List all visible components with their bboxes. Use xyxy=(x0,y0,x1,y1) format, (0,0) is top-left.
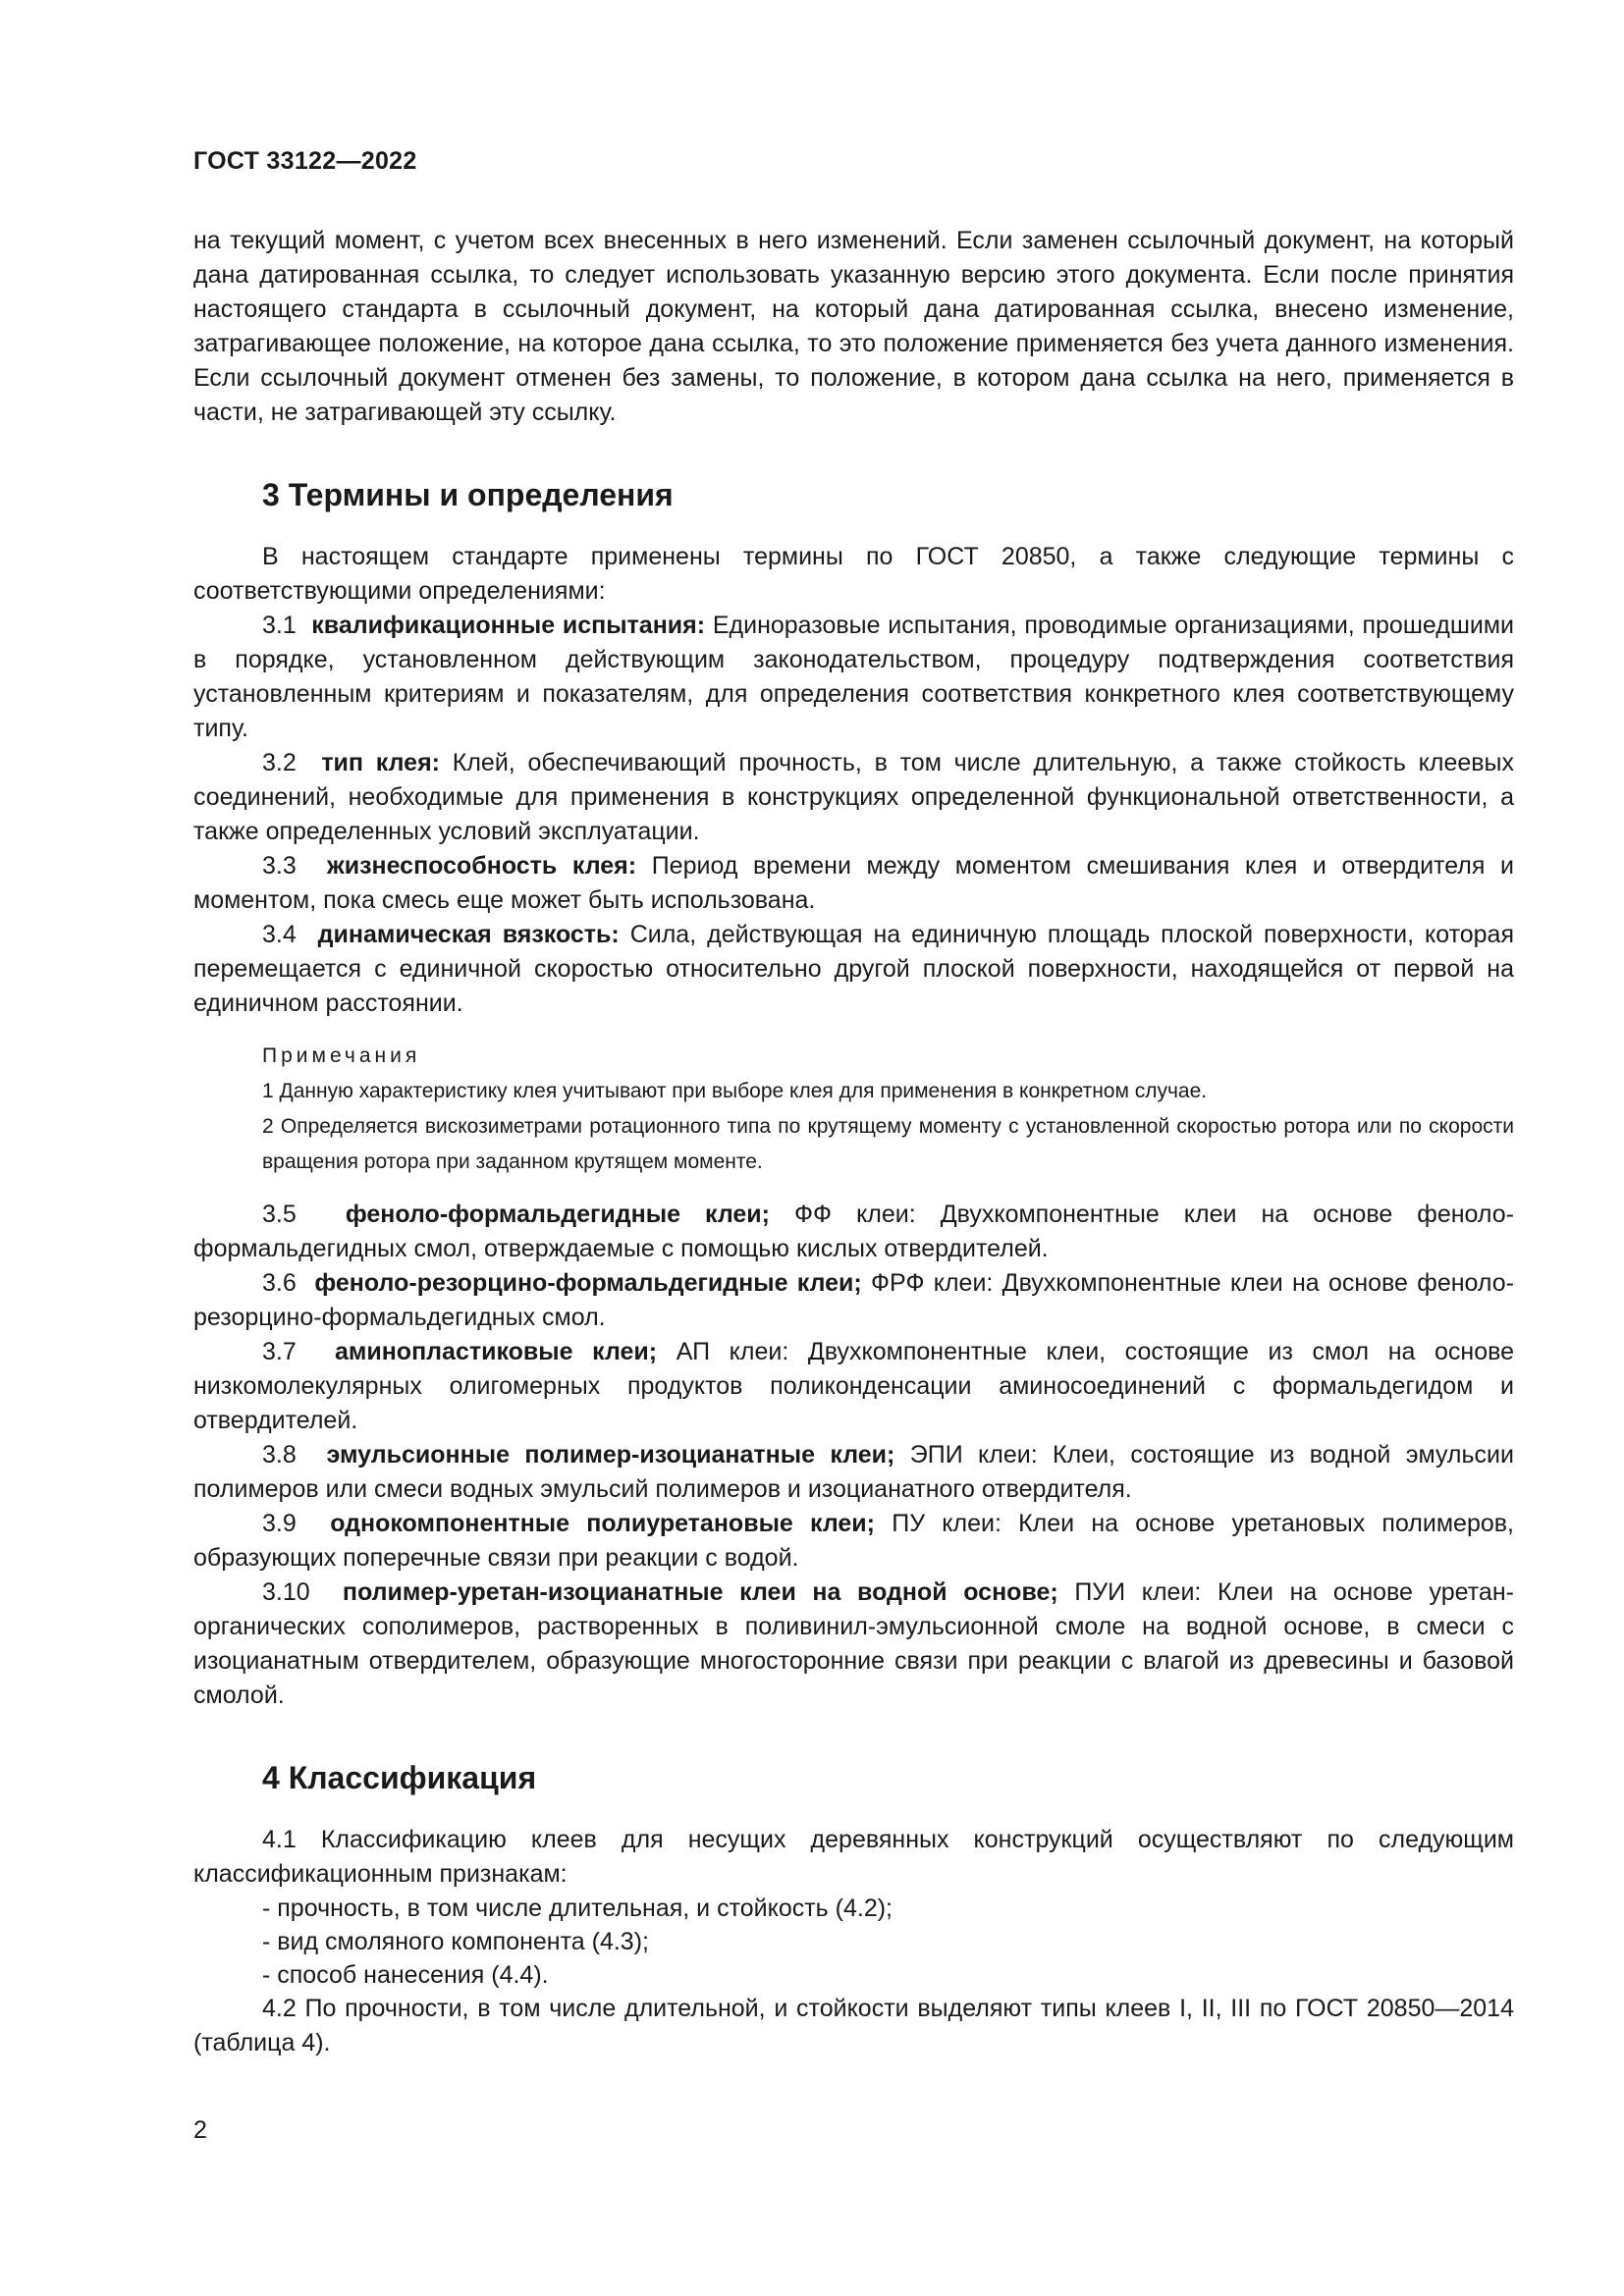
term-number: 3.6 xyxy=(262,1269,297,1297)
term-definition: ФФ клеи: Двухкомпонентные клеи на основе феноло-формальдегидных смол, отверждаемые с помощью кислых отвердителей. xyxy=(193,1201,1514,1262)
document-body xyxy=(193,224,1514,2060)
term-3-8 xyxy=(193,1438,1514,1507)
term-name: тип клея: xyxy=(321,749,440,776)
term-definition: Сила, действующая на единичную площадь плоской поверхности, которая перемещается с единичной скоростью относительно другой плоской поверхности, находящейся от первой на единичном расстоянии. xyxy=(193,921,1514,1017)
notes-block xyxy=(262,1039,1514,1180)
term-number: 3.9 xyxy=(262,1510,297,1537)
term-number: 3.2 xyxy=(262,749,297,776)
term-3-2 xyxy=(193,746,1514,849)
section-3-heading: 3 Термины и определения xyxy=(262,477,674,512)
term-3-5 xyxy=(193,1198,1514,1266)
term-name: квалификационные испытания: xyxy=(311,612,706,639)
document-header: ГОСТ 33122—2022 xyxy=(193,147,417,175)
intro-paragraph: на текущий момент, с учетом всех внесенных в него изменений. Если заменен ссылочный документ, на который дана датированная ссылка, то следует использовать указанную версию этого документа. Если после принятия настоящего стандарта в ссылочный документ, на который дана датированная ссылка, внесено изменение, затрагивающее положение, на которое дана ссылка, то это положение применяется без учета данного изменения. Если ссылочный документ отменен без замены, то положение, в котором дана ссылка на него, применяется в части, не затрагивающей эту ссылку. xyxy=(193,227,1514,426)
term-number: 3.1 xyxy=(262,612,297,639)
section-3-lead: В настоящем стандарте применены термины по ГОСТ 20850, а также следующие термины с соответствующими определениями: xyxy=(193,543,1514,605)
term-name: аминопластиковые клеи; xyxy=(334,1338,658,1365)
term-definition: ФРФ клеи: Двухкомпонентные клеи на основе феноло-резорцино-формальдегидных смол. xyxy=(193,1269,1514,1331)
term-definition: Клей, обеспечивающий прочность, в том числе длительную, а также стойкость клеевых соединений, необходимые для применения в конструкциях определенной функциональной ответственности, а также определенных условий эксплуатации. xyxy=(193,749,1515,845)
term-3-7 xyxy=(193,1335,1514,1438)
list-item: - прочность, в том числе длительная, и стойкость (4.2); xyxy=(262,1895,893,1922)
term-number: 3.4 xyxy=(262,921,297,948)
section-4-heading: 4 Классификация xyxy=(262,1760,537,1795)
page-number: 2 xyxy=(193,2116,207,2144)
term-3-1 xyxy=(193,609,1514,746)
term-definition: Период времени между моментом смешивания клея и отвердителя и моментом, пока смесь еще может быть использована. xyxy=(193,852,1514,914)
term-name: эмульсионные полимер-изоцианатные клеи; xyxy=(326,1441,895,1468)
term-number: 3.7 xyxy=(262,1338,297,1365)
term-name: феноло-формальдегидные клеи; xyxy=(345,1201,770,1228)
list-item: - вид смоляного компонента (4.3); xyxy=(262,1928,649,1955)
term-definition: ПУ клеи: Клеи на основе уретановых полимеров, образующих поперечные связи при реакции с водой. xyxy=(193,1510,1514,1572)
term-number: 3.10 xyxy=(262,1578,310,1606)
term-definition: ЭПИ клеи: Клеи, состоящие из водной эмульсии полимеров или смеси водных эмульсий полимеров и изоцианатного отвердителя. xyxy=(193,1441,1514,1503)
term-3-6 xyxy=(193,1266,1514,1335)
term-name: феноло-резорцино-формальдегидные клеи; xyxy=(314,1269,862,1297)
term-3-3 xyxy=(193,849,1514,918)
term-definition: АП клеи: Двухкомпонентные клеи, состоящие из смол на основе низкомолекулярных олигомерных продуктов поликонденсации аминосоединений с формальдегидом и отвердителей. xyxy=(193,1338,1515,1434)
list-item: - способ нанесения (4.4). xyxy=(262,1961,549,1989)
term-name: жизнеспособность клея: xyxy=(326,852,637,880)
term-number: 3.3 xyxy=(262,852,297,880)
term-definition: Единоразовые испытания, проводимые организациями, прошедшими в порядке, установленном действующим законодательством, процедуру подтверждения соответствия установленным критериям и показателям, для определения соответствия конкретного клея соответствующему типу. xyxy=(193,612,1514,742)
paragraph-4-1: 4.1 Классификацию клеев для несущих деревянных конструкций осуществляют по следующим классификационным признакам: xyxy=(193,1826,1514,1888)
term-name: полимер-уретан-изоцианатные клеи на водной основе; xyxy=(342,1578,1058,1606)
term-3-10 xyxy=(193,1575,1514,1713)
note-2: 2 Определяется вискозиметрами ротационного типа по крутящему моменту с установленной скоростью ротора или по скорости вращения ротора при заданном крутящем моменте. xyxy=(262,1115,1514,1173)
term-3-9 xyxy=(193,1507,1514,1575)
term-number: 3.5 xyxy=(262,1201,297,1228)
paragraph-4-2: 4.2 По прочности, в том числе длительной, и стойкости выделяют типы клеев I, II, III по ГОСТ 20850—2014 (таблица 4). xyxy=(193,1995,1514,2056)
term-number: 3.8 xyxy=(262,1441,297,1468)
note-1: 1 Данную характеристику клея учитывают при выборе клея для применения в конкретном случае. xyxy=(262,1080,1208,1102)
term-3-4 xyxy=(193,918,1514,1021)
term-name: динамическая вязкость: xyxy=(317,921,620,948)
notes-title: Примечания xyxy=(262,1044,421,1067)
term-name: однокомпонентные полиуретановые клеи; xyxy=(330,1510,875,1537)
term-definition: ПУИ клеи: Клеи на основе уретан-органических сополимеров, растворенных в поливинил-эмульсионной смоле на водной основе, в смеси с изоцианатным отвердителем, образующие многосторонние связи при реакции с влагой из древесины и базовой смолой. xyxy=(193,1578,1514,1709)
